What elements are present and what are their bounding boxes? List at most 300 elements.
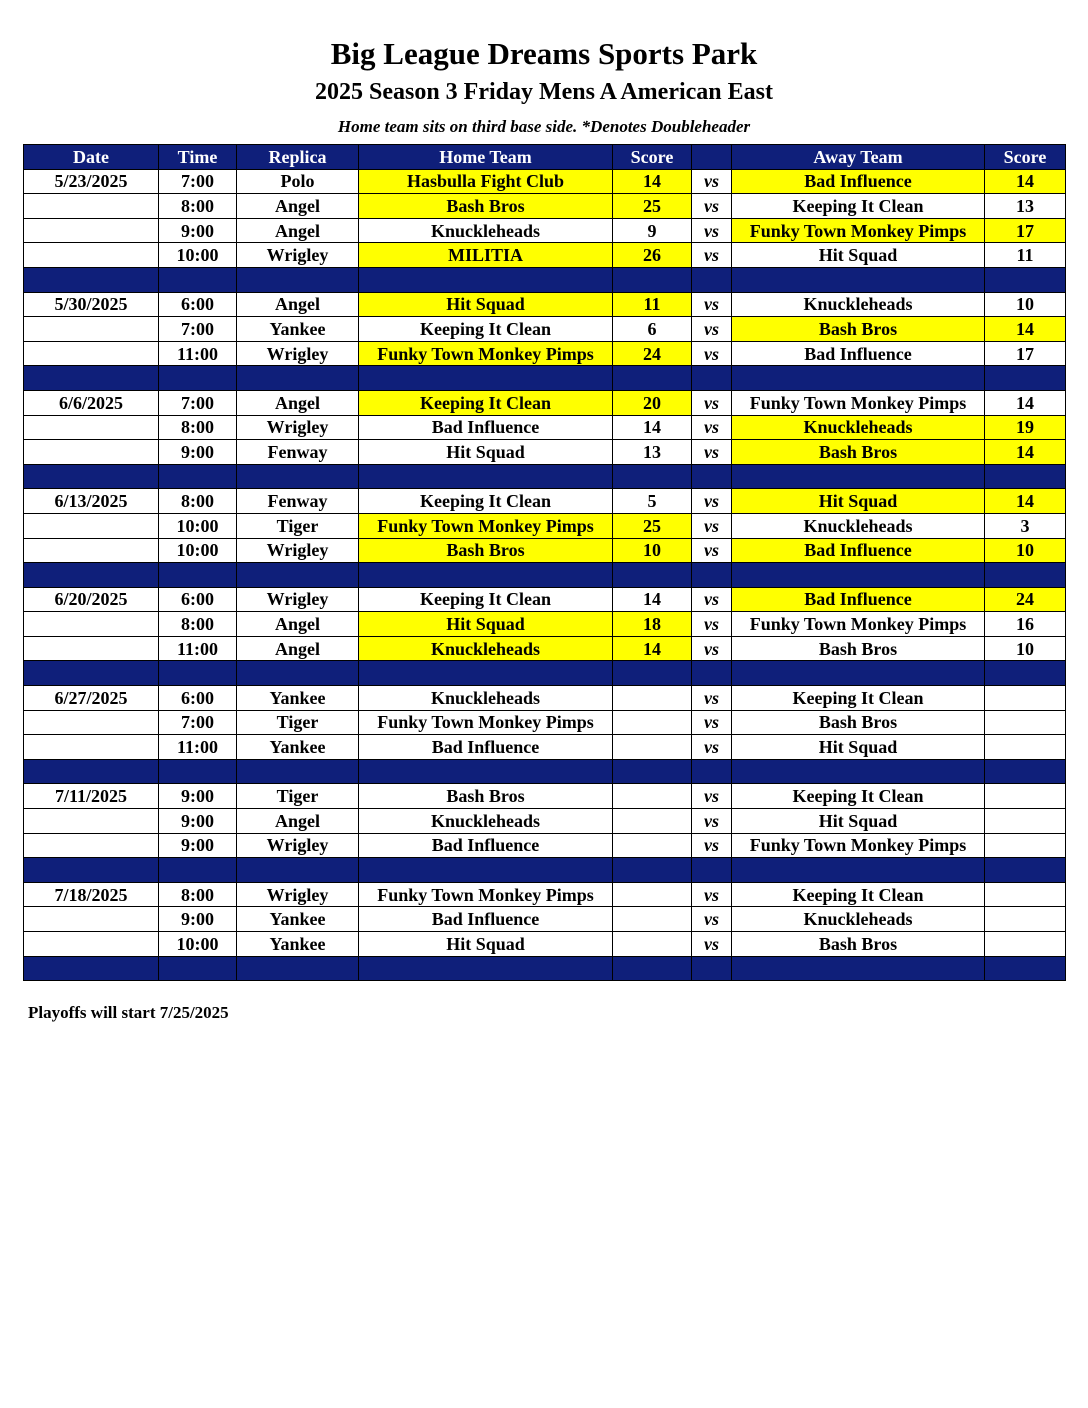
separator-cell [692,563,732,588]
home-score: 25 [613,513,692,538]
vs-label: vs [692,587,732,612]
away-score: 17 [985,341,1066,366]
separator-cell [692,858,732,883]
column-header-away-score: Score [985,145,1066,170]
vs-label: vs [692,317,732,342]
schedule-table [23,144,1066,981]
game-row [24,735,1066,760]
home-team: Hasbulla Fight Club [359,169,613,194]
game-row [24,415,1066,440]
away-team: Funky Town Monkey Pimps [732,390,985,415]
away-team: Hit Squad [732,735,985,760]
home-score: 26 [613,243,692,268]
game-time: 9:00 [159,440,237,465]
game-field: Wrigley [237,415,359,440]
game-time: 6:00 [159,292,237,317]
page-title: Big League Dreams Sports Park [330,36,758,71]
away-team: Keeping It Clean [732,784,985,809]
game-date [24,735,159,760]
vs-label: vs [692,341,732,366]
game-field: Angel [237,194,359,219]
game-field: Yankee [237,317,359,342]
home-team: Knuckleheads [359,218,613,243]
vs-label: vs [692,784,732,809]
home-score: 20 [613,390,692,415]
away-score [985,735,1066,760]
away-team: Bash Bros [732,932,985,957]
separator-cell [732,267,985,292]
game-field: Wrigley [237,243,359,268]
separator-cell [24,661,159,686]
home-team: Bash Bros [359,784,613,809]
separator-cell [613,956,692,981]
game-time: 10:00 [159,243,237,268]
schedule-header [24,145,1066,170]
separator-cell [159,661,237,686]
separator-cell [237,661,359,686]
game-time: 6:00 [159,686,237,711]
game-date [24,218,159,243]
game-time: 11:00 [159,735,237,760]
game-field: Fenway [237,489,359,514]
separator-cell [237,759,359,784]
home-team: Keeping It Clean [359,489,613,514]
game-time: 8:00 [159,415,237,440]
game-field: Wrigley [237,587,359,612]
home-score: 24 [613,341,692,366]
separator-cell [159,759,237,784]
separator-cell [692,366,732,391]
home-score [613,907,692,932]
home-team: Bad Influence [359,415,613,440]
game-time: 10:00 [159,538,237,563]
home-team: Knuckleheads [359,686,613,711]
game-date: 5/23/2025 [24,169,159,194]
separator-cell [359,464,613,489]
game-row [24,636,1066,661]
vs-label: vs [692,735,732,760]
home-score: 9 [613,218,692,243]
game-date [24,194,159,219]
away-team: Knuckleheads [732,907,985,932]
game-date [24,513,159,538]
home-team: Bad Influence [359,907,613,932]
separator-cell [237,464,359,489]
away-score [985,686,1066,711]
away-score: 24 [985,587,1066,612]
vs-label: vs [692,194,732,219]
game-date [24,538,159,563]
game-field: Wrigley [237,833,359,858]
vs-label: vs [692,636,732,661]
game-row [24,686,1066,711]
away-score: 14 [985,169,1066,194]
vs-label: vs [692,612,732,637]
home-score: 25 [613,194,692,219]
game-date: 7/18/2025 [24,882,159,907]
game-date: 6/13/2025 [24,489,159,514]
home-team: Hit Squad [359,612,613,637]
home-score: 5 [613,489,692,514]
separator-cell [613,563,692,588]
vs-label: vs [692,218,732,243]
away-team: Keeping It Clean [732,686,985,711]
home-team: Hit Squad [359,292,613,317]
home-team: Funky Town Monkey Pimps [359,513,613,538]
column-header-date: Date [24,145,159,170]
home-score: 11 [613,292,692,317]
vs-label: vs [692,292,732,317]
home-score: 14 [613,587,692,612]
game-field: Angel [237,218,359,243]
game-date [24,809,159,834]
separator-cell [613,366,692,391]
separator-cell [613,661,692,686]
home-score: 14 [613,415,692,440]
game-row [24,833,1066,858]
vs-label: vs [692,440,732,465]
separator-cell [159,858,237,883]
separator-cell [237,366,359,391]
game-row [24,317,1066,342]
away-team: Hit Squad [732,243,985,268]
separator-cell [985,563,1066,588]
separator-cell [159,956,237,981]
away-score: 14 [985,440,1066,465]
game-date [24,440,159,465]
home-score [613,833,692,858]
home-team: Bad Influence [359,735,613,760]
game-date: 6/6/2025 [24,390,159,415]
vs-label: vs [692,538,732,563]
separator-cell [985,366,1066,391]
column-header-home-score: Score [613,145,692,170]
away-team: Bash Bros [732,710,985,735]
away-team: Keeping It Clean [732,194,985,219]
away-score: 10 [985,538,1066,563]
game-row [24,587,1066,612]
game-field: Polo [237,169,359,194]
game-time: 8:00 [159,194,237,219]
game-field: Wrigley [237,882,359,907]
away-team: Bash Bros [732,636,985,661]
game-field: Fenway [237,440,359,465]
separator-cell [24,267,159,292]
separator-cell [24,759,159,784]
separator-cell [24,366,159,391]
game-time: 11:00 [159,341,237,366]
separator-cell [159,464,237,489]
game-time: 10:00 [159,932,237,957]
vs-label: vs [692,169,732,194]
away-team: Knuckleheads [732,513,985,538]
separator-cell [24,956,159,981]
separator-cell [359,661,613,686]
home-score: 14 [613,169,692,194]
column-header-time: Time [159,145,237,170]
game-field: Tiger [237,784,359,809]
separator-cell [692,267,732,292]
away-team: Keeping It Clean [732,882,985,907]
away-team: Bad Influence [732,169,985,194]
away-team: Hit Squad [732,809,985,834]
game-date [24,636,159,661]
home-score: 10 [613,538,692,563]
game-date [24,833,159,858]
home-team: Funky Town Monkey Pimps [359,710,613,735]
away-score: 10 [985,636,1066,661]
separator-cell [359,956,613,981]
game-row [24,440,1066,465]
game-date [24,243,159,268]
game-date [24,710,159,735]
game-time: 9:00 [159,907,237,932]
separator-cell [159,267,237,292]
week-separator-row [24,464,1066,489]
separator-cell [613,858,692,883]
away-team: Bash Bros [732,317,985,342]
separator-cell [732,563,985,588]
vs-label: vs [692,882,732,907]
away-score: 3 [985,513,1066,538]
home-score [613,882,692,907]
away-score: 14 [985,489,1066,514]
game-time: 10:00 [159,513,237,538]
game-field: Yankee [237,735,359,760]
game-row [24,882,1066,907]
playoffs-note: Playoffs will start 7/25/2025 [28,1003,229,1022]
home-team: Funky Town Monkey Pimps [359,341,613,366]
week-separator-row [24,661,1066,686]
separator-cell [359,858,613,883]
game-time: 8:00 [159,882,237,907]
away-score [985,932,1066,957]
away-team: Knuckleheads [732,292,985,317]
vs-label: vs [692,907,732,932]
game-time: 8:00 [159,489,237,514]
game-row [24,710,1066,735]
game-date [24,612,159,637]
away-team: Bad Influence [732,587,985,612]
game-row [24,169,1066,194]
vs-label: vs [692,686,732,711]
home-team: Funky Town Monkey Pimps [359,882,613,907]
game-row [24,513,1066,538]
column-header-away-team: Away Team [732,145,985,170]
game-row [24,292,1066,317]
column-header-home-team: Home Team [359,145,613,170]
separator-cell [359,563,613,588]
separator-cell [24,858,159,883]
game-date: 5/30/2025 [24,292,159,317]
game-row [24,809,1066,834]
week-separator-row [24,759,1066,784]
week-separator-row [24,267,1066,292]
game-date: 6/20/2025 [24,587,159,612]
game-date [24,317,159,342]
separator-cell [613,759,692,784]
separator-cell [24,464,159,489]
away-team: Knuckleheads [732,415,985,440]
separator-cell [732,661,985,686]
vs-label: vs [692,833,732,858]
separator-cell [985,956,1066,981]
vs-label: vs [692,390,732,415]
game-date [24,932,159,957]
home-team: Hit Squad [359,932,613,957]
game-time: 7:00 [159,390,237,415]
home-team: Keeping It Clean [359,317,613,342]
game-time: 9:00 [159,833,237,858]
game-time: 9:00 [159,809,237,834]
game-row [24,784,1066,809]
separator-cell [613,464,692,489]
game-field: Wrigley [237,341,359,366]
separator-cell [159,563,237,588]
away-team: Funky Town Monkey Pimps [732,218,985,243]
away-team: Funky Town Monkey Pimps [732,612,985,637]
away-score: 17 [985,218,1066,243]
away-team: Hit Squad [732,489,985,514]
separator-cell [985,267,1066,292]
home-score [613,735,692,760]
separator-cell [359,759,613,784]
game-time: 11:00 [159,636,237,661]
away-score: 14 [985,390,1066,415]
home-score: 14 [613,636,692,661]
game-field: Yankee [237,932,359,957]
schedule-body [24,169,1066,981]
game-field: Tiger [237,513,359,538]
home-score [613,686,692,711]
separator-cell [985,858,1066,883]
game-field: Yankee [237,686,359,711]
vs-label: vs [692,489,732,514]
separator-cell [237,563,359,588]
game-field: Angel [237,809,359,834]
separator-cell [24,563,159,588]
home-team: Bad Influence [359,833,613,858]
game-row [24,218,1066,243]
vs-label: vs [692,710,732,735]
home-score: 6 [613,317,692,342]
week-separator-row [24,858,1066,883]
game-field: Angel [237,292,359,317]
game-row [24,538,1066,563]
column-header-replica: Replica [237,145,359,170]
separator-cell [692,464,732,489]
home-score: 13 [613,440,692,465]
home-team: Keeping It Clean [359,390,613,415]
away-score [985,907,1066,932]
game-field: Tiger [237,710,359,735]
home-score: 18 [613,612,692,637]
week-separator-row [24,563,1066,588]
game-time: 9:00 [159,218,237,243]
home-team: MILITIA [359,243,613,268]
game-time: 9:00 [159,784,237,809]
away-score: 14 [985,317,1066,342]
home-team: Knuckleheads [359,636,613,661]
away-score: 10 [985,292,1066,317]
vs-label: vs [692,513,732,538]
separator-cell [359,267,613,292]
game-row [24,907,1066,932]
home-score [613,932,692,957]
week-separator-row [24,956,1066,981]
column-header-vs [692,145,732,170]
game-field: Wrigley [237,538,359,563]
separator-cell [732,366,985,391]
separator-cell [692,759,732,784]
game-row [24,932,1066,957]
game-time: 7:00 [159,710,237,735]
home-score [613,809,692,834]
home-team: Bash Bros [359,194,613,219]
away-score: 16 [985,612,1066,637]
game-time: 7:00 [159,169,237,194]
separator-cell [985,464,1066,489]
home-team: Bash Bros [359,538,613,563]
game-date [24,907,159,932]
game-row [24,489,1066,514]
game-row [24,341,1066,366]
away-team: Bad Influence [732,341,985,366]
game-date: 6/27/2025 [24,686,159,711]
separator-cell [159,366,237,391]
away-team: Funky Town Monkey Pimps [732,833,985,858]
game-date: 7/11/2025 [24,784,159,809]
home-score [613,784,692,809]
week-separator-row [24,366,1066,391]
away-score [985,710,1066,735]
away-team: Bad Influence [732,538,985,563]
separator-cell [613,267,692,292]
separator-cell [692,956,732,981]
separator-cell [985,661,1066,686]
separator-cell [237,956,359,981]
game-field: Angel [237,636,359,661]
game-field: Yankee [237,907,359,932]
game-field: Angel [237,612,359,637]
home-team: Keeping It Clean [359,587,613,612]
away-score: 13 [985,194,1066,219]
separator-cell [359,366,613,391]
game-row [24,390,1066,415]
away-score: 19 [985,415,1066,440]
page-subtitle: 2025 Season 3 Friday Mens A American East [314,79,773,105]
away-score: 11 [985,243,1066,268]
separator-cell [237,267,359,292]
home-team: Hit Squad [359,440,613,465]
home-score [613,710,692,735]
vs-label: vs [692,415,732,440]
vs-label: vs [692,932,732,957]
away-team: Bash Bros [732,440,985,465]
away-score [985,809,1066,834]
vs-label: vs [692,809,732,834]
doubleheader-note: Home team sits on third base side. *Denotes Doubleheader [337,117,751,136]
game-row [24,243,1066,268]
game-time: 6:00 [159,587,237,612]
game-date [24,415,159,440]
home-team: Knuckleheads [359,809,613,834]
separator-cell [985,759,1066,784]
away-score [985,882,1066,907]
game-date [24,341,159,366]
game-row [24,194,1066,219]
separator-cell [732,858,985,883]
